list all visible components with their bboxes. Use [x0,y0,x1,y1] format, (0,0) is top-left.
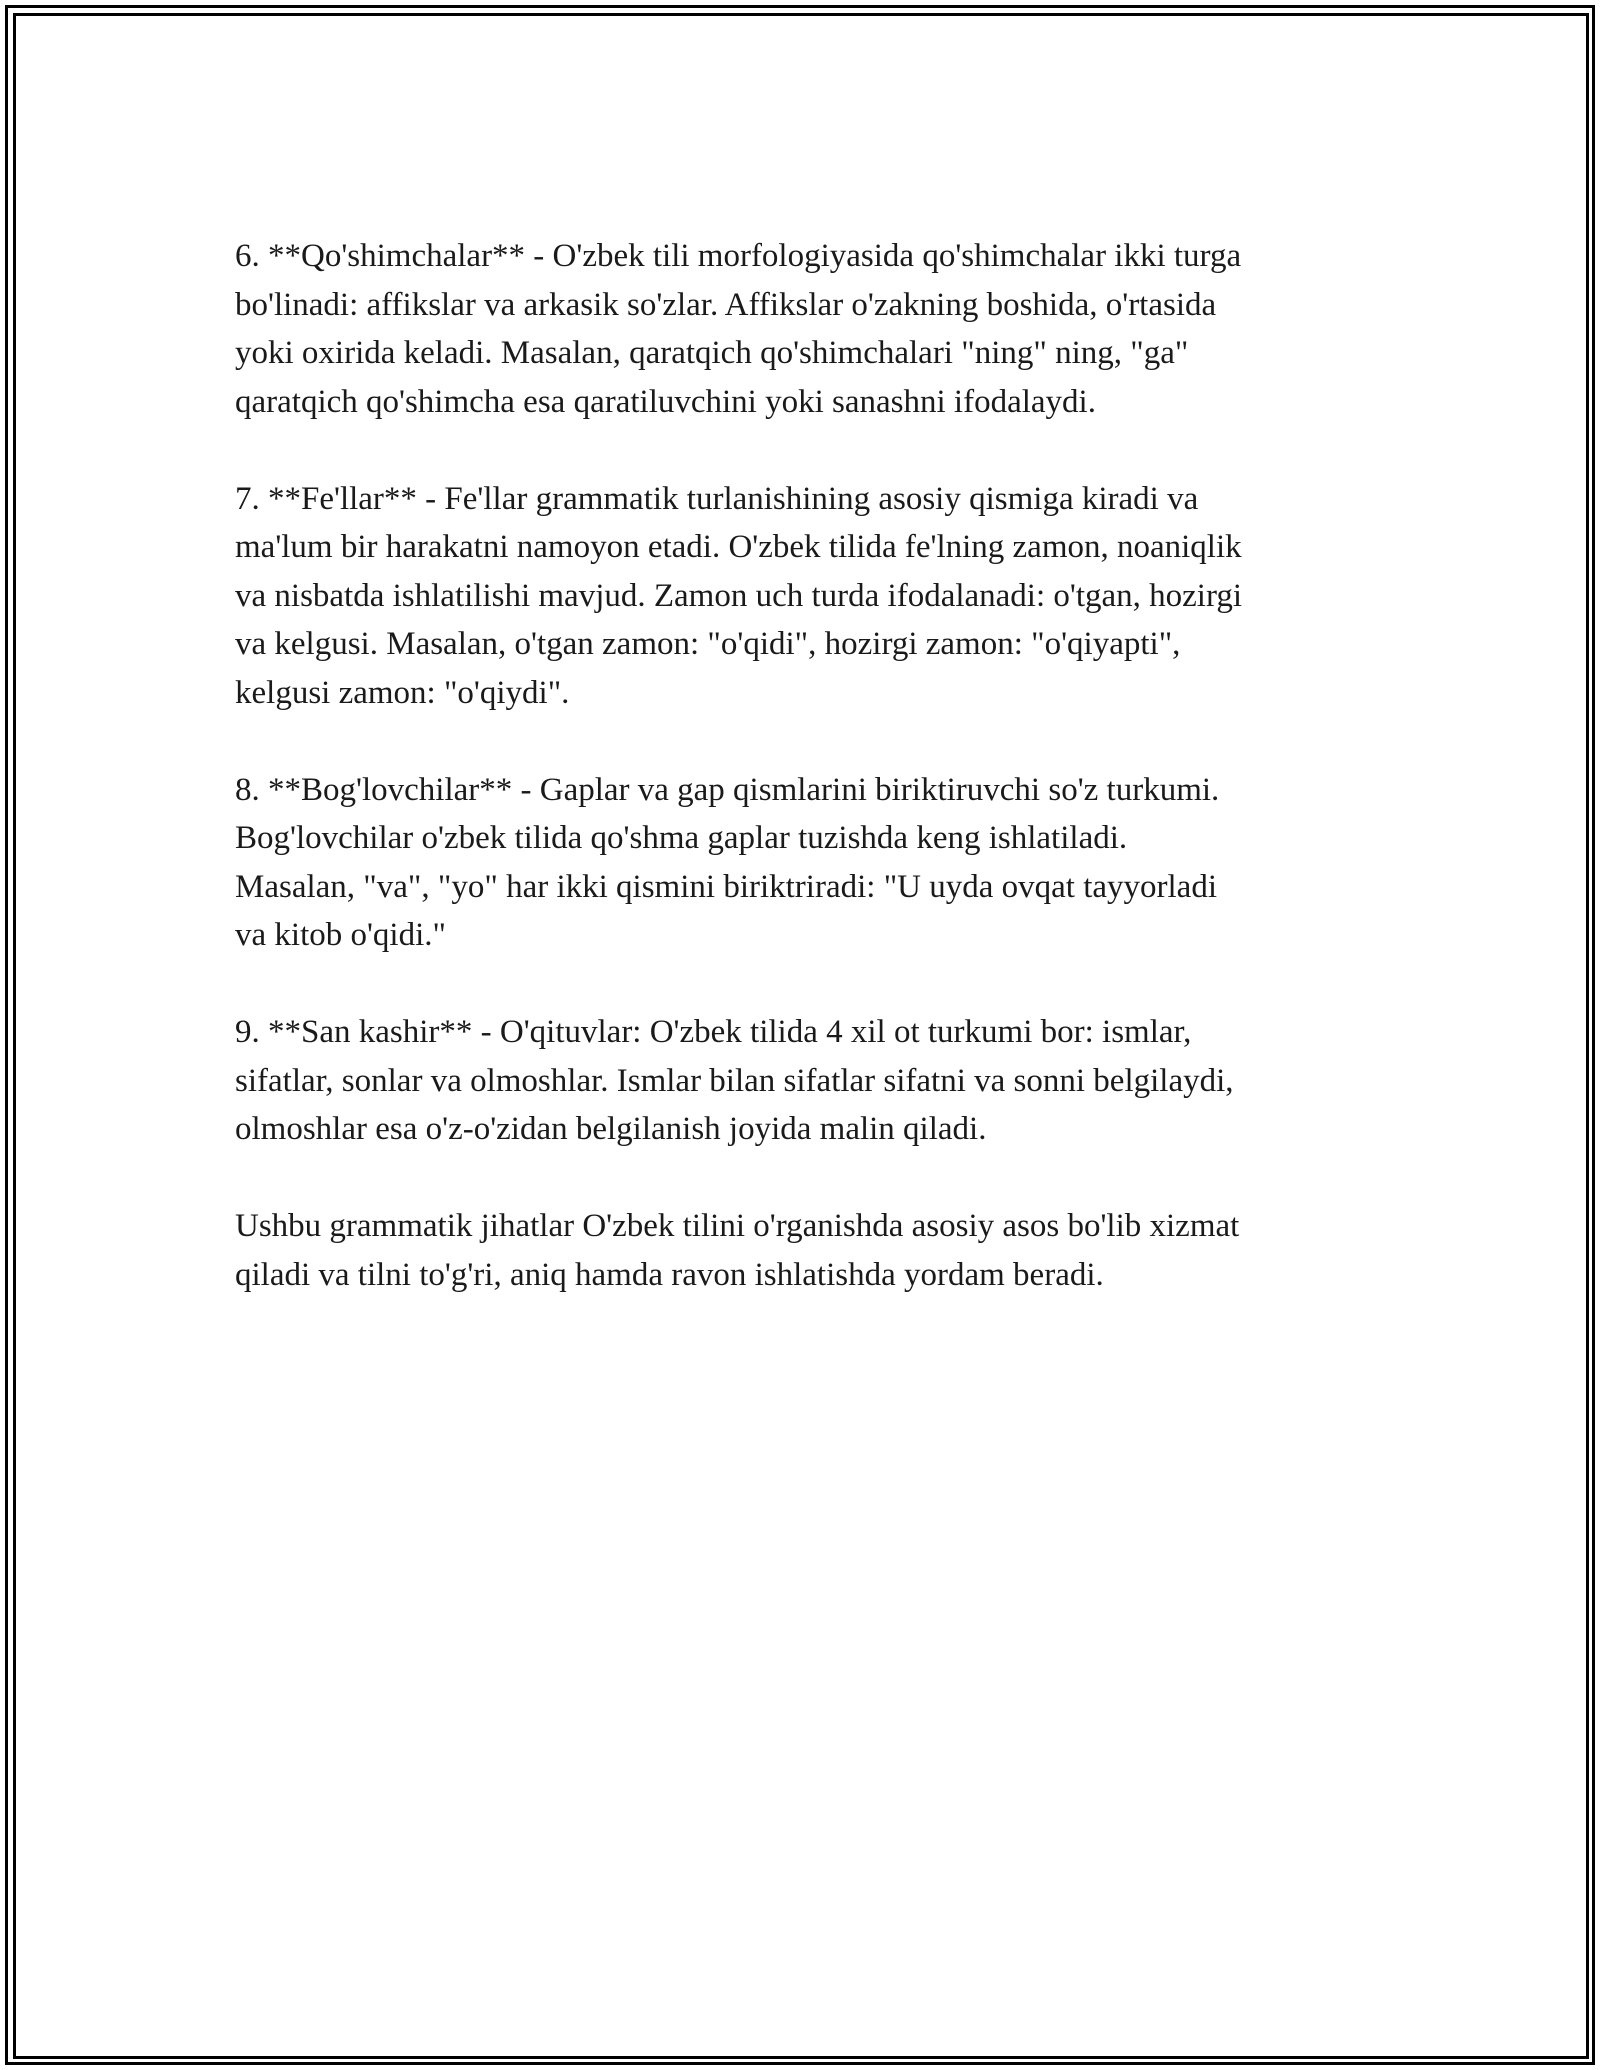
paragraph-fellar: 7. **Fe'llar** - Fe'llar grammatik turlanishining asosiy qismiga kiradi va ma'lum bir harakatni namoyon etadi. O'zbek tilida fe'lning zamon, noaniqlik va nisbatda ishlatilishi mavjud. Zamon uch turda ifodalanadi: o'tgan, hozirgi va kelgusi. Masalan, o'tgan zamon: "o'qidi", hozirgi zamon: "o'qiyapti", kelgusi zamon: "o'qiydi". [235,480,1243,711]
document-body [235,232,1375,1348]
paragraph-boglovchilar: 8. **Bog'lovchilar** - Gaplar va gap qismlarini biriktiruvchi so'z turkumi. Bog'lovchilar o'zbek tilida qo'shma gaplar tuzishda keng ishlatiladi. Masalan, "va", "yo" har ikki qismini biriktriradi: "U uyda ovqat tayyorladi va kitob o'qidi." [235,771,1220,953]
paragraph-conclusion: Ushbu grammatik jihatlar O'zbek tilini o'rganishda asosiy asos bo'lib xizmat qiladi va tilni to'g'ri, aniq hamda ravon ishlatishda yordam beradi. [235,1208,1240,1293]
paragraph-qoshimchalar: 6. **Qo'shimchalar** - O'zbek tili morfologiyasida qo'shimchalar ikki turga bo'linadi: affikslar va arkasik so'zlar. Affikslar o'zakning boshida, o'rtasida yoki oxirida keladi. Masalan, qaratqich qo'shimchalari "ning" ning, "ga" qaratqich qo'shimcha esa qaratiluvchini yoki sanashni ifodalaydi. [235,238,1242,420]
paragraph-san-kashir: 9. **San kashir** - O'qituvlar: O'zbek tilida 4 xil ot turkumi bor: ismlar, sifatlar, sonlar va olmoshlar. Ismlar bilan sifatlar sifatni va sonni belgilaydi, olmoshlar esa o'z-o'zidan belgilanish joyida malin qiladi. [235,1014,1234,1147]
